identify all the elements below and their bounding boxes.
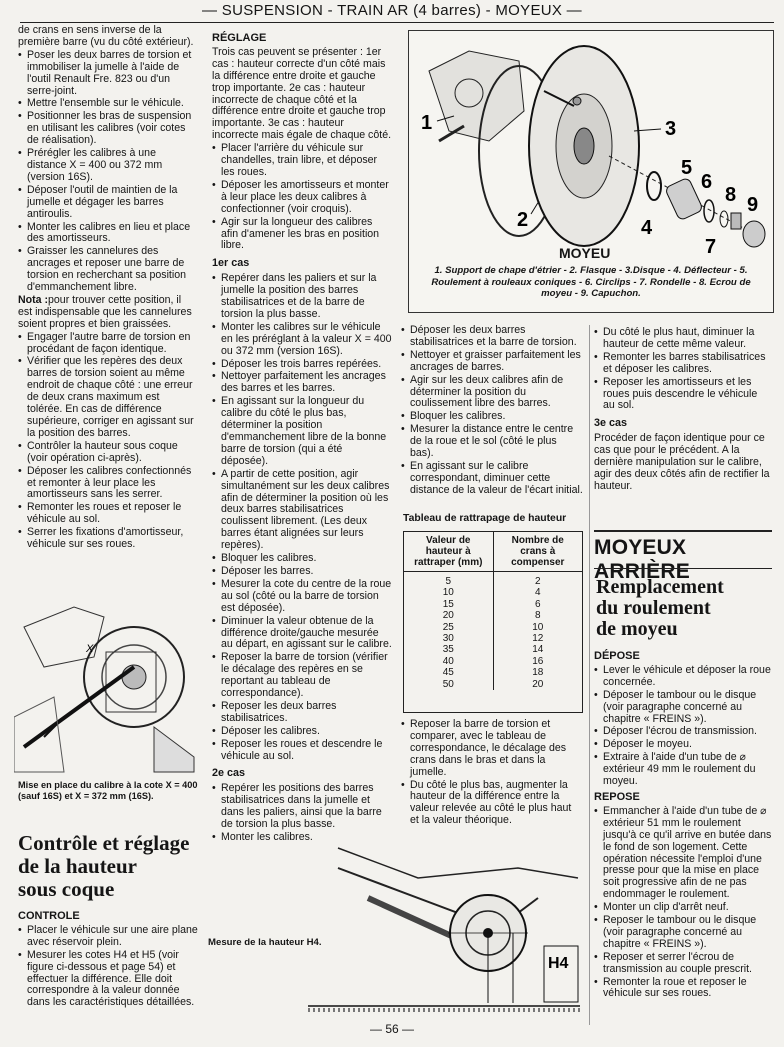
- bullet-item: • Reposer le tambour ou le disque (voir paragraphe concerné au chapitre « FREINS »).: [594, 915, 772, 951]
- column-1: [18, 25, 196, 552]
- column-3-after: [401, 719, 583, 828]
- bullet-item: • Du côté le plus haut, diminuer la hauteur de cette même valeur.: [594, 327, 772, 351]
- table-header-valeur: Valeur de hauteur à rattraper (mm): [404, 532, 493, 572]
- nota-paragraph: Nota :pour trouver cette position, il est indispensable que les cannelures soient propres et bien graissées.: [18, 293, 192, 330]
- bullet-item: • Prérégler les calibres à une distance X = 400 ou 372 mm (version 16S).: [18, 148, 196, 184]
- cell-crans: 10: [532, 621, 544, 633]
- bullet-item: • En agissant sur le calibre correspondant, diminuer cette distance de la valeur de l'écart initial.: [401, 461, 583, 497]
- rattrapage-table-frame: [403, 531, 583, 713]
- controle-label: CONTROLE: [18, 910, 80, 922]
- bullet-item: • A partir de cette position, agir simultanément sur les deux calibres afin de déterminer la position où les deux barres stabilisatrices coulissent librement. (Les deux barres étant alignées sur leurs repères).: [212, 469, 392, 552]
- bullet-item: • Déposer le tambour ou le disque (voir paragraphe concerné au chapitre « FREINS »).: [594, 690, 772, 726]
- sub-title-line-2: du roulement: [596, 597, 711, 619]
- table-row: [404, 587, 582, 598]
- cell-hauteur: 10: [404, 587, 493, 598]
- cell-crans: 8: [534, 610, 541, 622]
- bullet-item: • Déposer le moyeu.: [594, 739, 772, 751]
- title-line-1: Contrôle et réglage: [18, 831, 190, 855]
- moyeu-label-2: 2: [517, 209, 529, 231]
- moyeu-caption: 1. Support de chape d'étrier - 2. Flasque - 3.Disque - 4. Déflecteur - 5. Roulement à rouleaux coniques - 6. Circlips - 7. Rondelle - 8. Ecrou de moyeu - 9. Capuchon.: [431, 265, 751, 299]
- page-header: — SUSPENSION - TRAIN AR (4 barres) - MOYEUX —: [202, 2, 582, 19]
- bullet-item: • Extraire à l'aide d'un tube de ⌀ extérieur 49 mm le roulement du moyeu.: [594, 752, 772, 788]
- page-number: — 56 —: [369, 1022, 414, 1036]
- bullet-item: • Du côté le plus bas, augmenter la hauteur de la différence entre la valeur relevée au côté le plus haut et la valeur théorique.: [401, 780, 583, 828]
- bullet-item: • Agir sur les deux calibres afin de déterminer la position du coulissement libre des barres.: [401, 375, 583, 411]
- table-row: [404, 667, 582, 678]
- bullet-item: • Reposer la barre de torsion et comparer, avec le tableau de correspondance, le décalage des crans dans le bras et dans la jumelle.: [401, 719, 583, 779]
- section-title-roulement: [596, 577, 772, 640]
- bullet-item: • Remonter les roues et reposer le véhicule au sol.: [18, 502, 196, 526]
- bullet-item: • Placer l'arrière du véhicule sur chandelles, train libre, et déposer les roues.: [212, 143, 392, 179]
- bullet-item: • Repérer dans les paliers et sur la jumelle la position des barres stabilisatrices et de la barre de torsion la plus basse.: [212, 273, 392, 321]
- sub-title-line-1: Remplacement: [596, 576, 724, 598]
- bullet-item: • Déposer les calibres confectionnés et remonter à leur place les amortisseurs sans les serrer.: [18, 466, 196, 502]
- moyeu-label-8: 8: [725, 184, 737, 206]
- bullet-item: • Vérifier que les repères des deux barres de torsion soient au même endroit de chaque côté : une erreur de deux crans maximum est tolérée. En cas de différence supérieure, corriger en agissant sur la position des barres.: [18, 356, 196, 439]
- table-row: [404, 679, 582, 690]
- bullet-item: • Agir sur la longueur des calibres afin d'amener les bras en position libre.: [212, 217, 392, 253]
- bullet-item: • Bloquer les calibres.: [401, 411, 583, 423]
- table-row: [404, 644, 582, 655]
- table-row: [404, 633, 582, 644]
- bullet-item: • Repérer les positions des barres stabilisatrices dans la jumelle et dans les paliers, ainsi que la barre de torsion la plus basse.: [212, 783, 392, 831]
- cas1-label: 1er cas: [212, 257, 250, 270]
- bullet-item: • Mesurer la distance entre le centre de la roue et le sol (côté le plus bas).: [401, 424, 583, 460]
- h4-label: H4: [548, 955, 569, 972]
- bullet-item: • Serrer les fixations d'amortisseur, véhicule sur ses roues.: [18, 527, 196, 551]
- bullet-item: • Emmancher à l'aide d'un tube de ⌀ extérieur 51 mm le roulement jusqu'à ce qu'il arrive en butée dans le fond de son logement. Cette opération nécessite l'emploi d'une presse pour que la mise en place soit progressive afin de ne pas endommager le roulement.: [594, 806, 772, 901]
- h4-figure: [298, 838, 580, 1022]
- svg-text:X: X: [86, 643, 94, 655]
- column-3: [401, 325, 583, 498]
- bullet-item: • Déposer les amortisseurs et monter à leur place les deux calibres à confectionner (voir croquis).: [212, 180, 392, 216]
- bullet-item: • Monter un clip d'arrêt neuf.: [594, 902, 772, 914]
- bullet-item: • Monter les calibres en lieu et place des amortisseurs.: [18, 222, 196, 246]
- table-title: Tableau de rattrapage de hauteur: [403, 513, 567, 524]
- reglage-label: RÉGLAGE: [212, 32, 267, 44]
- reglage-intro: Trois cas peuvent se présenter : 1er cas : hauteur correcte d'un côté mais la différence entre droite et gauche trop importante. 2e cas : hauteur incorrecte de chaque côté et la différence entre droite et gauche trop importante. 3e cas : hauteur incorrecte mais égale de chaque côté.: [212, 45, 392, 142]
- moyeu-figure-frame: [408, 30, 774, 313]
- cell-hauteur: 35: [404, 644, 493, 655]
- bullet-item: • Contrôler la hauteur sous coque (voir opération ci-après).: [18, 441, 196, 465]
- bullet-item: • Mesurer les cotes H4 et H5 (voir figure ci-dessous et page 54) et effectuer la différence. Elle doit correspondre à la valeur donnée dans les caractéristiques détaillées.: [18, 950, 198, 1010]
- bullet-item: • Mettre l'ensemble sur le véhicule.: [18, 98, 196, 110]
- cell-hauteur: 15: [404, 599, 493, 610]
- bullet-item: • Nettoyer parfaitement les ancrages des barres et les barres.: [212, 371, 392, 395]
- nota-label: Nota :: [18, 293, 49, 306]
- paragraph: de crans en sens inverse de la première barre (vu du côté extérieur).: [18, 24, 194, 48]
- cas3-text: Procéder de façon identique pour ce cas que pour le précédent. A la dernière manipulation sur le calibre, agir des deux côtés afin de rectifier la hauteur.: [594, 432, 770, 492]
- bullet-item: • Déposer les trois barres repérées.: [212, 359, 392, 371]
- header-rule: [20, 22, 774, 23]
- table-row: [404, 599, 582, 610]
- bullet-item: • Poser les deux barres de torsion et immobiliser la jumelle à l'aide de l'outil Renault Fre. 823 ou d'un serre-joint.: [18, 50, 196, 98]
- cell-crans: 4: [534, 587, 541, 599]
- bullet-item: • Reposer les roues et descendre le véhicule au sol.: [212, 739, 392, 763]
- cell-hauteur: 45: [404, 667, 493, 678]
- bullet-item: • Reposer et serrer l'écrou de transmission au couple prescrit.: [594, 952, 772, 976]
- bullet-item: • Remonter les barres stabilisatrices et déposer les calibres.: [594, 352, 772, 376]
- column-4: [594, 327, 772, 494]
- cell-crans: 18: [532, 667, 544, 679]
- bullet-item: • Engager l'autre barre de torsion en procédant de façon identique.: [18, 332, 196, 356]
- column-divider: [589, 325, 590, 1025]
- cell-hauteur: 40: [404, 656, 493, 667]
- cell-crans: 16: [532, 655, 544, 667]
- bullet-item: • Déposer les deux barres stabilisatrices et la barre de torsion.: [401, 325, 583, 349]
- cell-hauteur: 25: [404, 622, 493, 633]
- calibre-figure: [14, 597, 200, 777]
- table-header-crans: Nombre de crans à compenser: [493, 532, 582, 572]
- bullet-item: • Déposer les barres.: [212, 566, 392, 578]
- cell-hauteur: 20: [404, 610, 493, 621]
- bullet-item: • Déposer l'écrou de transmission.: [594, 726, 772, 738]
- bullet-item: • Déposer les calibres.: [212, 726, 392, 738]
- moyeu-label-5: 5: [681, 157, 693, 179]
- sub-title-line-3: de moyeu: [596, 618, 678, 640]
- column-1-controle: [18, 907, 198, 1010]
- depose-label: DÉPOSE: [594, 650, 640, 662]
- bullet-item: • Mesurer la cote du centre de la roue au sol (côté ou la barre de torsion est déposée).: [212, 579, 392, 615]
- cas2-label: 2e cas: [212, 767, 246, 780]
- bullet-item: • Monter les calibres.: [212, 832, 392, 844]
- cell-crans: 12: [532, 633, 544, 645]
- title-underrule: [594, 568, 772, 569]
- calibre-caption: Mise en place du calibre à la cote X = 400 (sauf 16S) et X = 372 mm (16S).: [18, 780, 198, 801]
- bullet-item: • Reposer les deux barres stabilisatrices.: [212, 701, 392, 725]
- bullet-item: • Monter les calibres sur le véhicule en les préréglant à la valeur X = 400 ou 372 mm (version 16S).: [212, 322, 392, 358]
- bullet-item: • En agissant sur la longueur du calibre du côté le plus bas, déterminer la position d'emmanchement libre de la bonne barre de torsion (qui a été déposée).: [212, 396, 392, 467]
- table-row: [404, 656, 582, 667]
- bullet-item: • Placer le véhicule sur une aire plane avec réservoir plein.: [18, 925, 198, 949]
- table-row: [404, 610, 582, 621]
- moyeu-label-4: 4: [641, 217, 653, 239]
- column-2: [212, 33, 392, 845]
- moyeu-label-6: 6: [701, 171, 713, 193]
- cell-crans: 2: [534, 576, 541, 587]
- moyeu-drawing: [409, 31, 773, 261]
- cell-hauteur: 5: [404, 572, 493, 588]
- table-row: [404, 622, 582, 633]
- moyeux-arriere-title: MOYEUX ARRIÈRE: [594, 530, 772, 584]
- bullet-item: • Reposer les amortisseurs et les roues puis descendre le véhicule au sol.: [594, 377, 772, 413]
- column-4-depose: [594, 647, 772, 1001]
- cell-crans: 6: [534, 598, 541, 610]
- table-row: [404, 572, 582, 588]
- moyeu-label-9: 9: [747, 194, 759, 216]
- bullet-item: • Déposer l'outil de maintien de la jumelle et dégager les barres antiroulis.: [18, 185, 196, 221]
- bullet-item: • Remonter la roue et reposer le véhicule sur ses roues.: [594, 977, 772, 1001]
- h4-caption: Mesure de la hauteur H4.: [208, 937, 322, 948]
- bullet-item: • Lever le véhicule et déposer la roue concernée.: [594, 665, 772, 689]
- title-line-3: sous coque: [18, 877, 115, 901]
- moyeu-title: MOYEU: [559, 245, 611, 261]
- bullet-item: • Reposer la barre de torsion (vérifier le décalage des repères en se reportant au tableau de correspondance).: [212, 652, 392, 700]
- cell-crans: 14: [532, 644, 544, 656]
- moyeu-label-1: 1: [421, 112, 433, 134]
- repose-label: REPOSE: [594, 790, 640, 803]
- cell-hauteur: 50: [404, 679, 493, 690]
- cas3-label: 3e cas: [594, 417, 628, 430]
- bullet-item: • Graisser les cannelures des ancrages et reposer une barre de torsion en recherchant sa position d'emmanchement libre.: [18, 246, 196, 294]
- rattrapage-table: [404, 532, 582, 690]
- section-title-controle: [18, 832, 198, 901]
- bullet-item: • Nettoyer et graisser parfaitement les ancrages de barres.: [401, 350, 583, 374]
- cell-hauteur: 30: [404, 633, 493, 644]
- title-line-2: de la hauteur: [18, 854, 138, 878]
- moyeu-label-7: 7: [705, 236, 717, 258]
- cell-crans: 20: [532, 678, 544, 690]
- moyeu-label-3: 3: [665, 118, 677, 140]
- bullet-item: • Bloquer les calibres.: [212, 553, 392, 565]
- bullet-item: • Positionner les bras de suspension en utilisant les calibres (voir cotes de réalisation).: [18, 111, 196, 147]
- bullet-item: • Diminuer la valeur obtenue de la différence droite/gauche mesurée au départ, en agissant sur le calibre.: [212, 616, 392, 652]
